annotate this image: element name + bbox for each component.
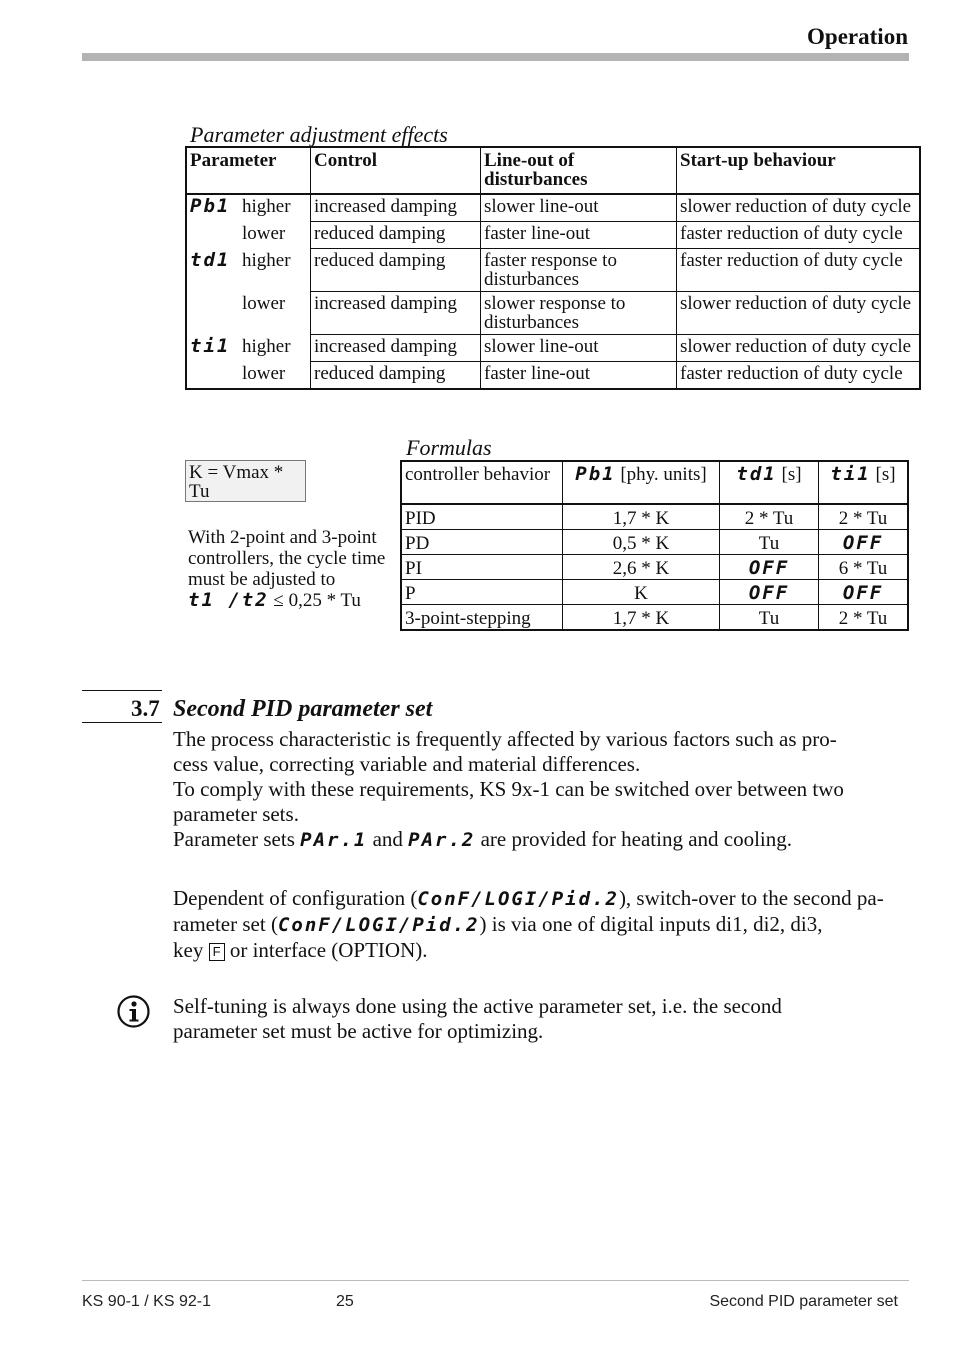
behavior-cell: 3-point-stepping xyxy=(401,605,563,631)
startup-cell: faster reduction of duty cycle xyxy=(677,362,921,390)
table-row xyxy=(186,222,920,249)
lineout-cell: faster line-out xyxy=(481,222,677,249)
footer-title: Second PID parameter set xyxy=(709,1293,898,1310)
table-row xyxy=(186,362,920,390)
lineout-cell: slower response to disturbances xyxy=(481,292,677,335)
footer-model: KS 90-1 / KS 92-1 xyxy=(82,1293,211,1310)
table-row xyxy=(186,194,920,222)
behavior-cell: PI xyxy=(401,555,563,580)
header-code: td1 xyxy=(736,463,777,485)
ti-cell: 6 * Tu xyxy=(819,555,909,580)
startup-cell: slower reduction of duty cycle xyxy=(677,194,921,222)
behavior-cell: P xyxy=(401,580,563,605)
control-cell: reduced damping xyxy=(311,362,481,390)
control-cell: increased damping xyxy=(311,335,481,362)
lineout-cell: slower line-out xyxy=(481,335,677,362)
ti-cell: OFF xyxy=(819,530,909,555)
cycle-time-note xyxy=(188,527,398,611)
pb-cell: 1,7 * K xyxy=(563,504,720,530)
section-header-title: Operation xyxy=(807,24,908,49)
function-key-icon: F xyxy=(209,943,225,961)
page-number: 25 xyxy=(336,1293,354,1310)
table-row xyxy=(401,555,908,580)
th-td1: td1 [s] xyxy=(720,461,819,504)
table-row xyxy=(186,292,920,335)
th-ti1: ti1 [s] xyxy=(819,461,909,504)
ti-cell: 2 * Tu xyxy=(819,605,909,631)
th-parameter: Parameter xyxy=(186,147,311,194)
td-cell: OFF xyxy=(720,580,819,605)
control-cell: reduced damping xyxy=(311,222,481,249)
table-row xyxy=(401,530,908,555)
note-text: With 2-point and 3-point controllers, the cycle time must be adjusted to xyxy=(188,527,386,590)
table-row xyxy=(401,504,908,530)
paragraph-1: The process characteristic is frequently affected by various factors such as pro- cess value, correcting variable and material differences. To comply with these requirements, KS 9x-1 can be switched over between two parameter sets. Parameter sets PAr.1 and PAr.2 are provided for heating and cooling. xyxy=(173,727,844,851)
note-expression: t1 /t2 xyxy=(188,589,269,611)
th-behavior: controller behavior xyxy=(401,461,563,504)
td-cell: Tu xyxy=(720,530,819,555)
pb-cell: 0,5 * K xyxy=(563,530,720,555)
lineout-cell: slower line-out xyxy=(481,194,677,222)
control-cell: increased damping xyxy=(311,292,481,335)
param-direction: higher xyxy=(242,249,291,271)
control-cell: reduced damping xyxy=(311,249,481,292)
table2-caption: Formulas xyxy=(406,435,492,460)
header-rule xyxy=(82,53,909,61)
param-set-1-code: PAr.1 xyxy=(300,829,368,851)
paragraph-2: Dependent of configuration (ConF/LOGI/Pid.2), switch-over to the second pa- rameter set (ConF/LOGI/Pid.2) is via one of digital inputs di1, di2, di3, key F or interface (OPTION). xyxy=(173,886,884,962)
control-cell: increased damping xyxy=(311,194,481,222)
th-startup: Start-up behaviour xyxy=(677,147,921,194)
pb-cell: 1,7 * K xyxy=(563,605,720,631)
formula-box: K = Vmax * Tu xyxy=(185,460,306,502)
ti-cell: OFF xyxy=(819,580,909,605)
table-row xyxy=(186,335,920,362)
startup-cell: slower reduction of duty cycle xyxy=(677,335,921,362)
lineout-cell: faster line-out xyxy=(481,362,677,390)
config-path-code: ConF/LOGI/Pid.2 xyxy=(277,914,480,936)
startup-cell: faster reduction of duty cycle xyxy=(677,249,921,292)
info-note: Self-tuning is always done using the active parameter set, i.e. the second parameter set must be active for optimizing. xyxy=(173,994,782,1043)
td-cell: 2 * Tu xyxy=(720,504,819,530)
lineout-cell: faster response to disturbances xyxy=(481,249,677,292)
section-rule-top xyxy=(82,690,162,691)
header-code: Pb1 xyxy=(575,463,616,485)
param-set-2-code: PAr.2 xyxy=(408,829,476,851)
table-row xyxy=(401,580,908,605)
param-direction: lower xyxy=(242,222,286,244)
header-code: ti1 xyxy=(830,463,871,485)
table-row xyxy=(401,605,908,631)
footer-rule xyxy=(82,1280,909,1281)
param-direction: higher xyxy=(242,196,291,217)
behavior-cell: PID xyxy=(401,504,563,530)
th-pb1: Pb1 [phy. units] xyxy=(563,461,720,504)
note-relation: ≤ 0,25 * Tu xyxy=(273,590,361,611)
td-cell: Tu xyxy=(720,605,819,631)
info-icon xyxy=(117,995,150,1028)
startup-cell: faster reduction of duty cycle xyxy=(677,222,921,249)
pb-cell: K xyxy=(563,580,720,605)
section-title: Second PID parameter set xyxy=(173,696,433,722)
section-number: 3.7 xyxy=(131,696,160,721)
table-row xyxy=(186,249,920,292)
formulas-table xyxy=(400,460,909,631)
config-path-code: ConF/LOGI/Pid.2 xyxy=(417,888,619,910)
param-code: Pb1 xyxy=(190,195,231,217)
pb-cell: 2,6 * K xyxy=(563,555,720,580)
section-rule-bottom xyxy=(82,722,162,723)
parameter-effects-table xyxy=(185,146,921,390)
param-direction: lower xyxy=(242,292,286,314)
param-code: ti1 xyxy=(190,334,231,357)
startup-cell: slower reduction of duty cycle xyxy=(677,292,921,335)
ti-cell: 2 * Tu xyxy=(819,504,909,530)
behavior-cell: PD xyxy=(401,530,563,555)
td-cell: OFF xyxy=(720,555,819,580)
th-lineout: Line-out of disturbances xyxy=(481,147,677,194)
th-control: Control xyxy=(311,147,481,194)
param-direction: higher xyxy=(242,335,291,357)
param-direction: lower xyxy=(242,362,286,384)
table1-caption: Parameter adjustment effects xyxy=(190,122,448,147)
param-code: td1 xyxy=(190,248,231,271)
